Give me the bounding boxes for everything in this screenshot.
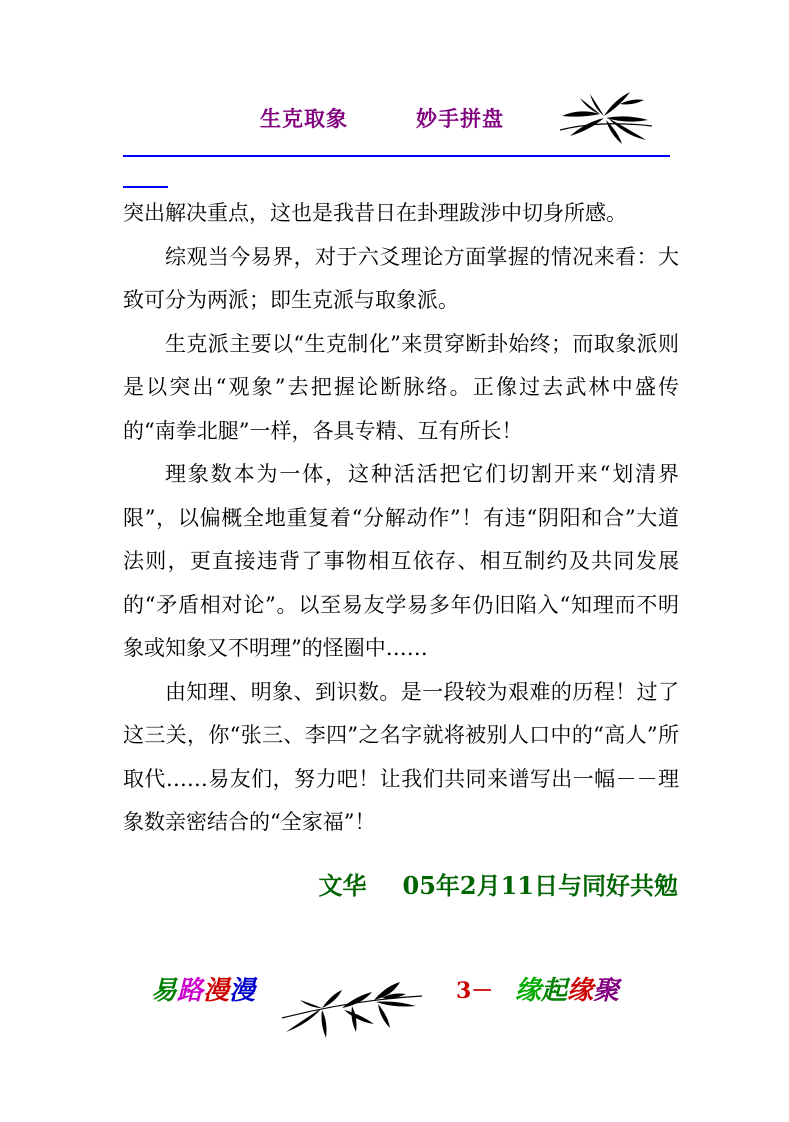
footer-right-char: 缘 <box>567 976 594 1006</box>
paragraph: 理象数本为一体，这种活活把它们切割开来“划清界限”，以偏概全地重复着“分解动作”！有违“阴阳和合”大道法则，更直接违背了事物相互依存、相互制约及共同发展的“矛盾相对论”。以至易友学易多年仍旧陷入“知理而不明象或知象又不明理”的怪圈中…… <box>123 462 679 660</box>
footer-left-char: 易 <box>151 976 178 1006</box>
footer-right-char: 起 <box>541 976 568 1006</box>
footer-right-char: 聚 <box>593 976 620 1006</box>
article-body <box>123 192 679 845</box>
signature-author: 文华 <box>318 871 367 900</box>
footer-left-char: 漫 <box>229 976 256 1006</box>
paragraph: 生克派主要以“生克制化”来贯穿断卦始终；而取象派则是以突出“观象”去把握论断脉络。正像过去武林中盛传的“南拳北腿”一样，各具专精、互有所长！ <box>123 331 679 443</box>
footer-right-char: 缘 <box>515 976 542 1006</box>
paragraph: 由知理、明象、到识数。是一段较为艰难的历程！过了这三关，你“张三、李四”之名字就将被别人口中的“高人”所取代……易友们，努力吧！让我们共同来谱写出一幅－－理象数亲密结合的“全家福”！ <box>123 679 679 834</box>
header-title-left: 生克取象 <box>260 106 348 131</box>
footer-left-slogan <box>151 970 255 1007</box>
footer-left-char: 路 <box>177 976 204 1006</box>
bamboo-leaves-header-icon <box>560 86 652 146</box>
footer-right-slogan <box>515 970 619 1007</box>
signature-date: 05年2月11日与同好共勉 <box>402 871 678 900</box>
header-divider <box>123 155 670 157</box>
header-divider-short <box>123 186 168 188</box>
header-title-right: 妙手拼盘 <box>416 106 504 131</box>
paragraph: 综观当今易界，对于六爻理论方面掌握的情况来看：大致可分为两派；即生克派与取象派。 <box>123 244 679 312</box>
paragraph: 突出解决重点，这也是我昔日在卦理跋涉中切身所感。 <box>123 201 627 225</box>
bamboo-leaves-footer-icon <box>282 978 422 1040</box>
page-header-title <box>260 103 504 133</box>
page-number: 3－ <box>456 978 494 1004</box>
signature-line <box>319 866 679 901</box>
footer-left-char: 漫 <box>203 976 230 1006</box>
